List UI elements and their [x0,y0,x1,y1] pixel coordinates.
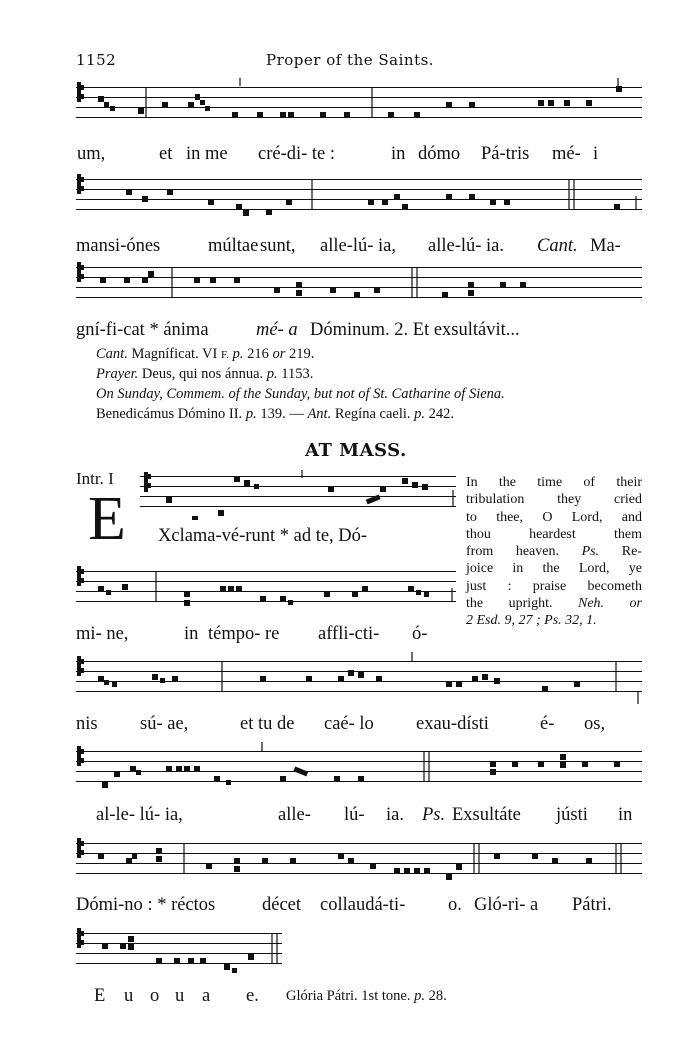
lyric-8-1: Dómi-no : * réctos [76,895,216,915]
ps-label: Ps. [422,805,446,825]
translation-line-1: In the time of their [466,475,642,490]
translation-line-3: to thee, O Lord, and [466,509,642,525]
lyric-5-3: témpo- re [208,624,280,644]
staff-3-svg [76,258,642,316]
staff-4-svg [140,470,456,520]
staff-8-svg [76,834,642,892]
lyric-1-7: Pá-tris [481,144,530,164]
translation-line-5: from heaven. Ps. Re- [466,544,642,560]
lyric-1-6: dómo [418,144,461,164]
staff-7-svg [76,742,642,800]
lyric-3-3: Dóminum. 2. Et exsultávit... [310,320,520,340]
translation-box [466,474,642,630]
lyric-2-1: mansi-ónes [76,236,161,256]
lyric-7-2: alle- [278,805,311,825]
translation-line-2: tribulation they cried [466,492,642,508]
chant-staff-8 [76,834,642,892]
lyric-3-1: gní-fi-cat * ánima [76,320,209,340]
lyric-9-4: u [175,986,185,1006]
lyric-1-5: in [391,144,406,164]
lyric-6-6: é- [540,714,555,734]
lyric-6-7: os, [584,714,606,734]
lyric-3-2: mé- a [256,320,298,340]
translation-line-8: the upright. Neh. or [466,596,642,612]
lyric-1-1: um, [77,144,106,164]
lyric-7-3: lú- [344,805,365,825]
chant-staff-2 [76,170,642,228]
section-heading: AT MASS. [305,440,407,461]
lyric-7-1: al-le- lú- ia, [96,805,183,825]
translation-line-7: just : praise becometh [466,578,642,594]
lyric-6-3: et tu de [240,714,295,734]
lyric-7-7: in [618,805,633,825]
lyric-6-5: exau-dísti [416,714,489,734]
lyric-9-6: e. [246,986,259,1006]
chant-staff-3 [76,258,642,316]
running-title: Proper of the Saints. [266,51,435,69]
lyric-5-5: ó- [412,624,428,644]
introit-text-1: Xclama-vé-runt * ad te, Dó- [158,526,368,546]
introit-label: Intr. I [76,469,114,488]
lyric-8-3: collaudá-ti- [320,895,406,915]
lyric-2-4: alle-lú- ia, [320,236,397,256]
lyric-2-2: múltae [208,236,259,256]
lyric-9-2: u [124,986,134,1006]
lyric-1-8: mé- [552,144,581,164]
lyric-6-1: nis [76,714,98,734]
staff-5-svg [76,562,456,620]
lyric-1-9: i [593,144,599,164]
lyric-2-6: Ma- [590,236,621,256]
staff-6-svg [76,652,642,710]
lyric-8-2: décet [262,895,302,915]
translation-line-4: thou heardest them [466,526,642,542]
page-number: 1152 [76,51,117,69]
staff-2-svg [76,170,642,228]
gloria-rubric: Glória Pátri. 1st tone. p. 28. [286,988,447,1004]
lyric-1-2: et [159,144,173,164]
rubric-benedicamus: Benedicámus Dómino II. p. 139. — Ant. Regína caeli. p. 242. [96,406,455,422]
lyric-5-2: in [184,624,199,644]
lyric-7-5: Exsultáte [452,805,521,825]
lyric-8-4: o. [448,895,462,915]
lyric-2-5: alle-lú- ia. [428,236,505,256]
lyric-2-3: sunt, [260,236,296,256]
staff-9-svg [76,924,282,982]
lyric-9-1: E [94,986,106,1006]
translation-line-9: 2 Esd. 9, 27 ; Ps. 32, 1. [466,613,597,629]
lyric-9-3: o [150,986,160,1006]
rubric-sunday: On Sunday, Commem. of the Sunday, but not of St. Catharine of Siena. [96,386,505,402]
lyric-9-5: a [202,986,211,1006]
chant-staff-9 [76,924,282,982]
lyric-6-2: sú- ae, [140,714,189,734]
chant-staff-7 [76,742,642,800]
chant-staff-1 [76,78,642,136]
rubric-cant: Cant. Magníficat. VI F. p. 216 or 219. [96,346,315,362]
lyric-5-4: affli-cti- [318,624,380,644]
lyric-1-4: cré-di- te : [258,144,336,164]
lyric-1-3: in me [186,144,228,164]
chant-staff-4 [140,470,456,520]
cant-label: Cant. [537,236,578,256]
lyric-8-6: Pátri. [572,895,612,915]
lyric-8-5: Gló-ri- a [474,895,539,915]
lyric-7-4: ia. [386,805,404,825]
drop-cap-initial: E [88,485,126,553]
lyric-7-6: jústi [556,805,588,825]
chant-staff-5 [76,562,456,620]
lyric-6-4: caé- lo [324,714,374,734]
chant-staff-6 [76,652,642,710]
translation-line-6: joice in the Lord, ye [466,561,642,577]
rubric-prayer: Prayer. Deus, qui nos ánnua. p. 1153. [96,366,314,382]
lyric-5-1: mi- ne, [76,624,129,644]
staff-1-svg [76,78,642,136]
